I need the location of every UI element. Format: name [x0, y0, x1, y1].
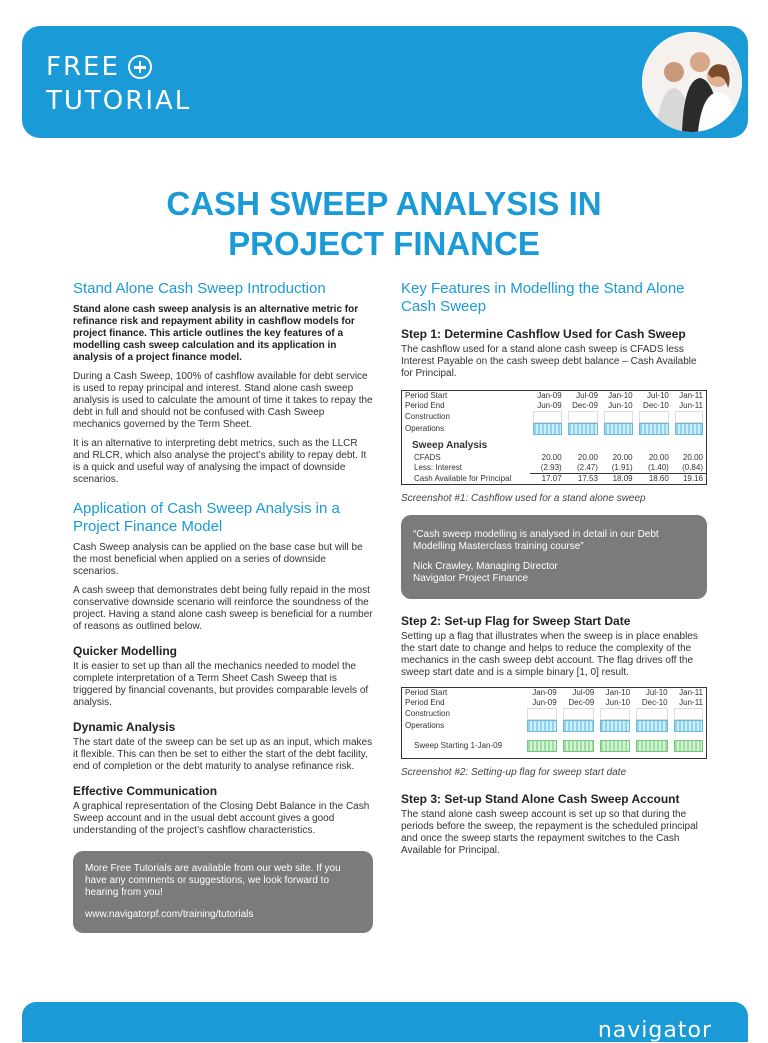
heading-step2: Step 2: Set-up Flag for Sweep Start Date: [401, 614, 631, 628]
cell: Jul-10: [647, 391, 669, 400]
row-label: CFADS: [414, 453, 441, 462]
row-label: Construction: [405, 412, 450, 421]
paragraph: It is an alternative to interpreting debt metrics, such as the LLCR and RLCR, which also analyse the project’s ability to repay debt. It is a quick and useful way of analysing the impact of downside scenarios.: [73, 438, 367, 485]
paragraph: It is easier to set up than all the mechanics needed to model the complete interpretation of a Term Sheet Cash Sweep that is triggered by financial covenants, but provides comparable levels of analysis.: [73, 661, 369, 708]
cell: Jul-09: [576, 391, 598, 400]
left-column: [73, 280, 373, 933]
paragraph: During a Cash Sweep, 100% of cashflow available for debt service is used to repay principal and interest. Stand alone cash sweep analysis is used to calculate the amount of time it takes to repay the debt in full and should not be confused with Cash Sweep mechanics governed by the Term Sheet.: [73, 371, 373, 430]
footer-bar: [22, 1002, 748, 1042]
quote-box: [401, 515, 707, 599]
row-label: Less: Interest: [414, 463, 463, 473]
brand-tutorial: TUTORIAL: [46, 86, 192, 116]
quote-text: “Cash sweep modelling is analysed in detail in our Debt Modelling Masterclass training course”: [413, 529, 659, 552]
row-label: Operations: [405, 721, 445, 730]
screenshot-2-table: Period Start Jan-09 Jul-09 Jan-10 Jul-10 Jan-11 Period End Jun-09 Dec-09 Jun-10 Dec-10 Jun-11 Construction Operations Sweep Starting 1-Jan-09: [401, 687, 707, 759]
tutorials-box: [73, 851, 373, 933]
row-label: Operations: [405, 424, 445, 433]
caption-2: Screenshot #2: Setting-up flag for sweep start date: [401, 767, 627, 778]
page-title: CASH SWEEP ANALYSIS IN PROJECT FINANCE: [166, 185, 602, 262]
paragraph: A graphical representation of the Closing Debt Balance in the Cash Sweep account and in the usual debt account gives a good understanding of the project’s cashflow characteristics.: [73, 801, 370, 836]
section-heading: Sweep Analysis: [412, 440, 488, 451]
heading-key-features: Key Features in Modelling the Stand Alone Cash Sweep: [401, 280, 685, 315]
tutorials-text: More Free Tutorials are available from our web site. If you have any comments or suggestions, we look forward to hearing from you!: [85, 863, 341, 898]
row-label: Construction: [405, 709, 450, 718]
paragraph: The stand alone cash sweep account is set up so that during the periods before the sweep, the repayment is the scheduled principal and once the sweep starts the repayment switches to the Cash Available for Principal.: [401, 809, 698, 856]
quote-name: Nick Crawley, Managing Director: [413, 561, 558, 572]
people-photo: [642, 32, 742, 132]
cell: Jun-10: [608, 401, 633, 410]
right-column: [401, 280, 707, 864]
tutorials-link[interactable]: www.navigatorpf.com/training/tutorials: [85, 909, 254, 920]
row-label: Cash Available for Principal: [414, 473, 512, 483]
heading-step1: Step 1: Determine Cashflow Used for Cash Sweep: [401, 327, 686, 341]
caption-1: Screenshot #1: Cashflow used for a stand alone sweep: [401, 493, 646, 504]
intro-summary: Stand alone cash sweep analysis is an alternative metric for refinance risk and repayment ability in cashflow models for project finance. This article outlines the key features of a modelling cash sweep calculation and its application in analysis of a project finance model.: [73, 304, 359, 363]
paragraph: The cashflow used for a stand alone cash sweep is CFADS less Interest Payable on the cash sweep debt balance – Cash Available for Principal.: [401, 344, 697, 379]
paragraph: Cash Sweep analysis can be applied on the base case but will be the most beneficial when applied on a series of downside scenarios.: [73, 542, 363, 577]
cell: Jun-11: [679, 401, 703, 410]
brand-free: FREE: [46, 52, 120, 82]
footer-logo: navigator: [597, 1018, 712, 1043]
cell: Jan-11: [679, 391, 703, 400]
heading-dynamic: Dynamic Analysis: [73, 720, 176, 734]
heading-application: Application of Cash Sweep Analysis in a Project Finance Model: [73, 500, 340, 535]
heading-step3: Step 3: Set-up Stand Alone Cash Sweep Account: [401, 792, 680, 806]
row-label: Period Start: [405, 688, 448, 697]
paragraph: A cash sweep that demonstrates debt being fully repaid in the most conservative downside scenario will reinforce the soundness of the project. Having a stand alone cash sweep is beneficial for a number of reasons as outlined below.: [73, 585, 373, 632]
heading-intro: Stand Alone Cash Sweep Introduction: [73, 280, 326, 297]
brand-logo: [46, 50, 191, 118]
cell: Jan-10: [608, 391, 633, 400]
cell: Jun-09: [537, 401, 562, 410]
paragraph: Setting up a flag that illustrates when the sweep is in place enables the start date to change and helps to reduce the complexity of the mechanics in the cash sweep debt account. The flag drives off the sweep start date and is a simple binary [1, 0] result.: [401, 631, 698, 678]
plus-icon: [128, 55, 152, 79]
cell: Jan-09: [537, 391, 562, 400]
row-label: Period End: [405, 698, 445, 707]
cell: Dec-09: [572, 401, 598, 410]
paragraph: The start date of the sweep can be set up as an input, which makes it flexible. This can then be set to either the start of the debt facility, end of completion or the debt maturity to analyse refinance risk.: [73, 737, 373, 772]
row-label: Period End: [405, 401, 445, 410]
row-label: Sweep Starting 1-Jan-09: [414, 741, 503, 750]
quote-org: Navigator Project Finance: [413, 573, 529, 584]
screenshot-1-table: Period Start Jan-09 Jul-09 Jan-10 Jul-10 Jan-11 Period End Jun-09 Dec-09 Jun-10 Dec-10 Jun-11 Construction Operations Sweep Analysis CFADS 20.00 20.00 20.00 20.00 20.00 Less: Interest (2.93) (2.47) (1.91) (1.40) (0.84) Cash Available for Principal 17.07 17.53 18.09 18.60 19.16: [401, 390, 707, 485]
cell: Dec-10: [643, 401, 669, 410]
row-label: Period Start: [405, 391, 448, 400]
heading-quicker: Quicker Modelling: [73, 644, 178, 658]
heading-effective: Effective Communication: [73, 784, 218, 798]
